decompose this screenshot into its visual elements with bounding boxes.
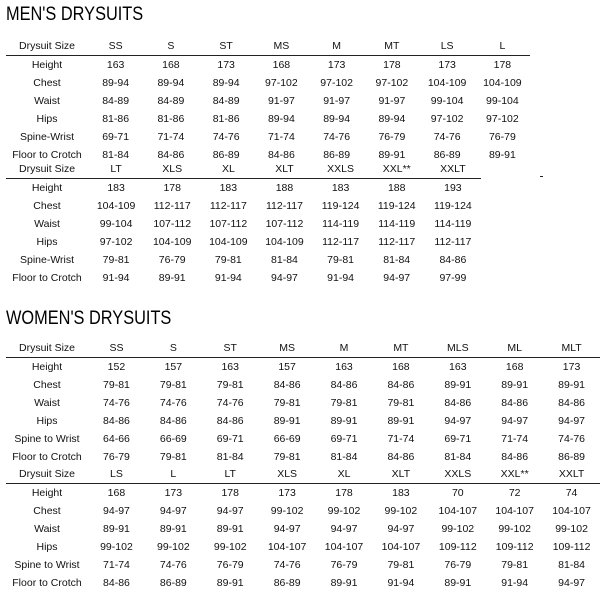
measurement-value: 79-81 (387, 397, 415, 409)
size-column-header: XXL** (486, 465, 543, 484)
measurement-value: 84-86 (387, 379, 415, 391)
measurement-value: 163 (106, 59, 125, 71)
drysuit-size-header: Drysuit Size (6, 160, 88, 179)
size-column-header: XLT (256, 160, 312, 179)
size-column-header: MT (364, 37, 419, 56)
measurement-value: 104-107 (495, 505, 534, 517)
table-row (6, 412, 600, 430)
measurement-value: 89-91 (159, 523, 187, 535)
size-column-header: XLS (144, 160, 200, 179)
measurement-value: 178 (163, 182, 181, 194)
measurement-value: 173 (217, 59, 235, 71)
womens-section-title: WOMEN'S DRYSUITS (6, 308, 172, 329)
measurement-value: 74-76 (216, 397, 244, 409)
measurement-value: 81-86 (157, 113, 185, 125)
table-row (6, 376, 600, 394)
measurement-value: 99-102 (100, 541, 133, 553)
measurement-value: 91-94 (214, 272, 242, 284)
measurement-value: 84-86 (558, 397, 585, 409)
measurement-value: 70 (451, 487, 464, 499)
table-row (6, 394, 600, 412)
measurement-value: 84-86 (444, 397, 472, 409)
measurement-value: 104-109 (96, 200, 136, 212)
measurement-value: 89-94 (157, 77, 185, 89)
measurement-value: 99-102 (156, 541, 190, 553)
measurement-value: 183 (331, 182, 350, 194)
table-row (6, 233, 481, 251)
measurement-value: 84-86 (216, 415, 244, 427)
measurement-value: 97-102 (430, 113, 464, 125)
measurement-value: 69-71 (102, 131, 130, 143)
size-column-header: MLS (429, 339, 486, 358)
table-row (6, 74, 530, 92)
measurement-value: 76-79 (444, 559, 472, 571)
measurement-value: 66-69 (159, 433, 187, 445)
measurement-value: 97-102 (265, 77, 298, 89)
measurement-value: 173 (278, 487, 296, 499)
measurement-label: Height (31, 361, 63, 373)
size-column-header: ML (486, 339, 543, 358)
measurement-value: 86-89 (212, 149, 240, 161)
measurement-value: 74-76 (433, 131, 461, 143)
table-row (6, 179, 481, 198)
measurement-value: 94-97 (383, 272, 411, 284)
measurement-value: 94-97 (271, 272, 298, 284)
measurement-value: 168 (162, 59, 180, 71)
measurement-value: 104-107 (324, 541, 364, 553)
measurement-value: 173 (562, 361, 581, 373)
measurement-label: Height (31, 182, 63, 194)
measurement-value: 104-109 (152, 236, 192, 248)
measurement-value: 84-86 (157, 149, 185, 161)
measurement-value: 112-117 (265, 200, 303, 212)
measurement-value: 94-97 (159, 505, 187, 517)
measurement-value: 74 (565, 487, 578, 499)
measurement-value: 89-91 (488, 149, 516, 161)
measurement-label: Floor to Crotch (12, 577, 82, 589)
measurement-value: 99-102 (441, 523, 475, 535)
measurement-label: Floor to Crotch (12, 451, 82, 463)
measurement-value: 84-89 (212, 95, 240, 107)
measurement-label: Waist (34, 523, 60, 535)
mens-size-table-1 (6, 37, 530, 164)
measurement-value: 91-94 (327, 272, 355, 284)
size-column-header: LT (88, 160, 144, 179)
measurement-value: 97-102 (320, 77, 353, 89)
table-row (6, 92, 530, 110)
measurement-value: 79-81 (273, 397, 301, 409)
size-column-header: MS (259, 339, 316, 358)
measurement-value: 66-69 (273, 433, 301, 445)
table-row (6, 430, 600, 448)
measurement-value: 107-112 (209, 218, 248, 230)
measurement-value: 94-97 (330, 523, 358, 535)
measurement-value: 84-86 (103, 577, 130, 589)
measurement-value: 74-76 (558, 433, 585, 445)
size-column-header: MLT (543, 339, 600, 358)
table-row (6, 128, 530, 146)
measurement-value: 69-71 (330, 433, 358, 445)
measurement-value: 104-109 (483, 77, 522, 89)
measurement-label: Chest (33, 379, 61, 391)
measurement-value: 99-104 (99, 218, 133, 230)
size-column-header: SS (88, 37, 143, 56)
measurement-value: 107-112 (153, 218, 192, 230)
measurement-value: 86-89 (433, 149, 461, 161)
measurement-value: 81-84 (216, 451, 244, 463)
measurement-value: 114-119 (322, 218, 360, 230)
measurement-value: 112-117 (153, 200, 191, 212)
measurement-value: 84-89 (102, 95, 130, 107)
table-row (6, 358, 600, 377)
womens-size-table-2 (6, 465, 600, 592)
measurement-value: 89-91 (444, 577, 472, 589)
measurement-value: 91-97 (323, 95, 351, 107)
measurement-value: 173 (164, 487, 183, 499)
measurement-value: 91-94 (387, 577, 415, 589)
measurement-value: 112-117 (209, 200, 247, 212)
measurement-value: 168 (107, 487, 126, 499)
measurement-value: 76-79 (216, 559, 244, 571)
table-row (6, 574, 600, 592)
measurement-value: 112-117 (434, 236, 472, 248)
measurement-value: 94-97 (501, 415, 529, 427)
measurement-value: 94-97 (558, 577, 585, 589)
table-row (6, 197, 481, 215)
measurement-value: 163 (449, 361, 467, 373)
measurement-value: 89-91 (216, 577, 244, 589)
measurement-label: Spine to Wrist (14, 433, 80, 445)
measurement-value: 89-94 (267, 113, 295, 125)
measurement-value: 79-81 (501, 559, 529, 571)
measurement-value: 74-76 (103, 397, 130, 409)
table-row (6, 556, 600, 574)
measurement-value: 86-89 (159, 577, 187, 589)
table-row (6, 484, 600, 503)
measurement-label: Spine-Wrist (19, 131, 75, 143)
measurement-value: 91-97 (267, 95, 295, 107)
measurement-label: Waist (34, 397, 60, 409)
measurement-value: 89-91 (444, 379, 472, 391)
measurement-value: 71-74 (103, 559, 130, 571)
size-header-row (6, 37, 530, 56)
table-row (6, 251, 481, 269)
measurement-value: 178 (221, 487, 239, 499)
measurement-value: 94-97 (216, 505, 244, 517)
measurement-value: 89-91 (216, 523, 244, 535)
measurement-value: 112-117 (322, 236, 360, 248)
drysuit-size-header: Drysuit Size (6, 339, 88, 358)
measurement-value: 71-74 (157, 131, 185, 143)
measurement-value: 79-81 (330, 397, 358, 409)
table-row (6, 56, 530, 75)
measurement-label: Floor to Crotch (12, 149, 82, 161)
measurement-value: 91-94 (501, 577, 529, 589)
measurement-value: 86-89 (273, 577, 301, 589)
measurement-value: 157 (164, 361, 183, 373)
measurement-value: 99-102 (498, 523, 532, 535)
measurement-value: 74-76 (273, 559, 301, 571)
measurement-value: 99-104 (486, 95, 519, 107)
size-column-header: ST (199, 37, 254, 56)
measurement-value: 86-89 (558, 451, 585, 463)
measurement-value: 89-91 (501, 379, 529, 391)
table-row (6, 520, 600, 538)
measurement-value: 69-71 (216, 433, 244, 445)
measurement-value: 119-124 (377, 200, 416, 212)
measurement-value: 64-66 (103, 433, 130, 445)
measurement-value: 79-81 (214, 254, 242, 266)
measurement-value: 188 (387, 182, 406, 194)
measurement-value: 89-91 (273, 415, 301, 427)
size-column-header: XXL** (369, 160, 425, 179)
measurement-value: 107-112 (265, 218, 304, 230)
measurement-value: 183 (107, 182, 125, 194)
measurement-value: 71-74 (387, 433, 415, 445)
measurement-value: 99-102 (555, 523, 588, 535)
measurement-label: Hips (36, 236, 58, 248)
measurement-value: 84-86 (159, 415, 187, 427)
measurement-label: Hips (36, 415, 58, 427)
size-column-header: XL (316, 465, 373, 484)
measurement-label: Chest (33, 77, 61, 89)
size-column-header: LS (420, 37, 475, 56)
measurement-value: 89-91 (387, 415, 415, 427)
measurement-value: 89-94 (102, 77, 130, 89)
size-column-header: ST (202, 339, 259, 358)
size-column-header: XLS (259, 465, 316, 484)
measurement-value: 84-86 (330, 379, 358, 391)
measurement-value: 79-81 (273, 451, 301, 463)
measurement-value: 84-86 (273, 379, 301, 391)
table-row (6, 448, 600, 466)
measurement-value: 99-104 (430, 95, 464, 107)
measurement-label: Height (31, 59, 63, 71)
measurement-value: 84-86 (501, 397, 529, 409)
measurement-value: 104-109 (209, 236, 248, 248)
measurement-value: 112-117 (378, 236, 416, 248)
measurement-value: 81-84 (383, 254, 411, 266)
measurement-value: 89-91 (103, 523, 130, 535)
measurement-value: 157 (278, 361, 296, 373)
size-column-header: MT (372, 339, 429, 358)
measurement-value: 119-124 (434, 200, 472, 212)
measurement-value: 79-81 (327, 254, 355, 266)
size-column-header: MS (254, 37, 309, 56)
measurement-value: 84-86 (439, 254, 467, 266)
size-column-header: XLT (372, 465, 429, 484)
measurement-value: 94-97 (387, 523, 415, 535)
measurement-value: 89-91 (378, 149, 406, 161)
measurement-value: 94-97 (103, 505, 130, 517)
measurement-value: 89-94 (323, 113, 351, 125)
measurement-value: 104-109 (265, 236, 304, 248)
measurement-value: 89-91 (558, 379, 585, 391)
measurement-value: 173 (327, 59, 346, 71)
measurement-value: 99-102 (327, 505, 361, 517)
measurement-value: 193 (444, 182, 462, 194)
size-column-header: XXLS (313, 160, 369, 179)
size-column-header: M (316, 339, 373, 358)
measurement-value: 109-112 (552, 541, 591, 553)
measurement-value: 74-76 (159, 397, 187, 409)
measurement-value: 91-97 (378, 95, 406, 107)
measurement-value: 94-97 (558, 415, 585, 427)
measurement-value: 79-81 (387, 559, 415, 571)
measurement-value: 74-76 (212, 131, 240, 143)
measurement-value: 178 (335, 487, 353, 499)
measurement-value: 81-86 (212, 113, 240, 125)
measurement-value: 79-81 (102, 254, 130, 266)
measurement-value: 89-91 (158, 272, 186, 284)
table-row (6, 215, 481, 233)
measurement-value: 81-84 (271, 254, 298, 266)
measurement-value: 76-79 (330, 559, 358, 571)
measurement-value: 168 (392, 361, 410, 373)
measurement-value: 74-76 (159, 559, 187, 571)
size-column-header: SS (88, 339, 145, 358)
measurement-value: 89-91 (330, 577, 358, 589)
table-row (6, 538, 600, 556)
mens-size-table-2 (6, 160, 481, 287)
size-column-header: M (309, 37, 364, 56)
table-row (6, 502, 600, 520)
measurement-value: 114-119 (378, 218, 416, 230)
measurement-label: Chest (33, 505, 61, 517)
measurement-value: 119-124 (321, 200, 360, 212)
womens-size-table-1 (6, 339, 600, 466)
measurement-value: 183 (219, 182, 238, 194)
measurement-value: 114-119 (434, 218, 472, 230)
measurement-value: 79-81 (159, 379, 187, 391)
measurement-value: 76-79 (158, 254, 186, 266)
measurement-value: 99-102 (384, 505, 418, 517)
mens-section-title: MEN'S DRYSUITS (6, 4, 144, 25)
measurement-value: 79-81 (216, 379, 244, 391)
measurement-label: Hips (36, 541, 58, 553)
measurement-value: 94-97 (444, 415, 472, 427)
measurement-value: 84-86 (267, 149, 295, 161)
measurement-value: 79-81 (159, 451, 187, 463)
measurement-label: Waist (34, 95, 60, 107)
measurement-value: 163 (335, 361, 353, 373)
measurement-value: 97-102 (375, 77, 409, 89)
size-column-header: XXLT (425, 160, 481, 179)
measurement-value: 72 (508, 487, 521, 499)
measurement-value: 152 (107, 361, 126, 373)
measurement-value: 71-74 (267, 131, 295, 143)
measurement-value: 69-71 (444, 433, 472, 445)
measurement-value: 183 (392, 487, 410, 499)
measurement-value: 86-89 (323, 149, 351, 161)
measurement-label: Chest (33, 200, 61, 212)
measurement-value: 178 (383, 59, 401, 71)
measurement-value: 104-109 (427, 77, 467, 89)
size-header-row (6, 160, 481, 179)
measurement-value: 173 (438, 59, 456, 71)
size-header-row (6, 339, 600, 358)
measurement-value: 97-102 (99, 236, 133, 248)
measurement-value: 168 (272, 59, 291, 71)
measurement-value: 97-99 (439, 272, 467, 284)
size-header-row (6, 465, 600, 484)
size-column-header: L (145, 465, 202, 484)
measurement-label: Spine to Wrist (14, 559, 80, 571)
measurement-value: 76-79 (103, 451, 130, 463)
measurement-value: 81-84 (558, 559, 585, 571)
drysuit-size-header: Drysuit Size (6, 37, 88, 56)
measurement-value: 84-86 (501, 451, 529, 463)
size-column-header: XL (200, 160, 256, 179)
measurement-value: 74-76 (323, 131, 351, 143)
measurement-value: 84-86 (103, 415, 130, 427)
size-column-header: LS (88, 465, 145, 484)
measurement-value: 89-94 (212, 77, 240, 89)
measurement-value: 178 (493, 59, 512, 71)
measurement-value: 104-107 (381, 541, 421, 553)
measurement-value: 104-107 (438, 505, 478, 517)
measurement-label: Floor to Crotch (12, 272, 82, 284)
table-row (6, 269, 481, 287)
measurement-value: 91-94 (102, 272, 130, 284)
size-column-header: S (145, 339, 202, 358)
size-column-header: XXLT (543, 465, 600, 484)
measurement-label: Spine-Wrist (19, 254, 75, 266)
measurement-value: 99-102 (213, 541, 247, 553)
measurement-value: 81-84 (444, 451, 472, 463)
stray-mark (540, 176, 543, 177)
drysuit-size-header: Drysuit Size (6, 465, 88, 484)
measurement-value: 81-86 (102, 113, 130, 125)
measurement-label: Height (31, 487, 63, 499)
measurement-value: 84-86 (387, 451, 415, 463)
measurement-value: 84-89 (157, 95, 185, 107)
measurement-value: 81-84 (102, 149, 130, 161)
measurement-value: 168 (505, 361, 524, 373)
size-column-header: S (143, 37, 198, 56)
measurement-label: Hips (36, 113, 58, 125)
measurement-value: 99-102 (270, 505, 304, 517)
measurement-value: 76-79 (378, 131, 406, 143)
measurement-value: 188 (275, 182, 294, 194)
size-column-header: LT (202, 465, 259, 484)
table-row (6, 110, 530, 128)
measurement-label: Waist (34, 218, 60, 230)
measurement-value: 104-107 (552, 505, 591, 517)
measurement-value: 76-79 (488, 131, 516, 143)
measurement-value: 109-112 (438, 541, 477, 553)
measurement-value: 71-74 (501, 433, 529, 445)
measurement-value: 89-91 (330, 415, 358, 427)
size-column-header: XXLS (429, 465, 486, 484)
measurement-value: 81-84 (330, 451, 358, 463)
size-column-header: L (475, 37, 530, 56)
measurement-value: 94-97 (273, 523, 301, 535)
measurement-value: 109-112 (495, 541, 534, 553)
measurement-value: 89-94 (378, 113, 406, 125)
measurement-value: 97-102 (486, 113, 519, 125)
measurement-value: 79-81 (103, 379, 130, 391)
measurement-value: 104-107 (267, 541, 307, 553)
measurement-value: 163 (221, 361, 239, 373)
